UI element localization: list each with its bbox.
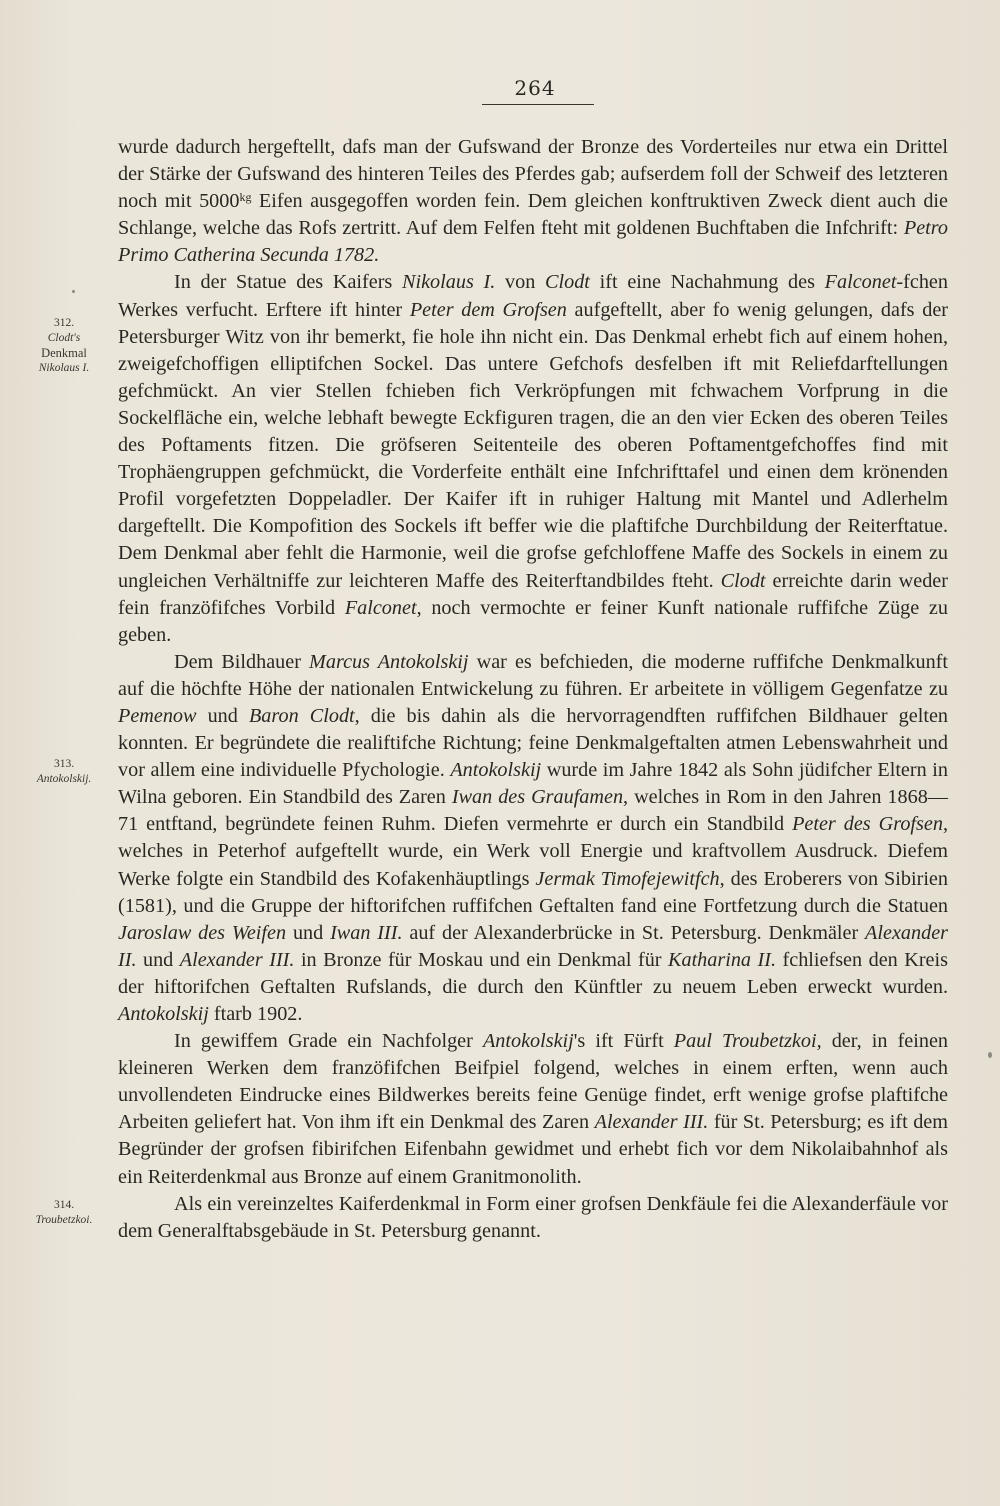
text-run: Eifen ausgegoffen worden fein. Dem gleichen konftruktiven Zweck dient auch die Schlange, welche das Rofs zertritt. Auf dem Felfen fteht mit goldenen Buchftaben die Infchrift: bbox=[118, 190, 948, 240]
text-run: für St. Petersburg; es ift dem Begründer der grofsen fibirifchen Eifenbahn gewidmet und erhebt fich vor dem Nikolaibahnhof als ein Reiterdenkmal aus Bronze auf einem Granitmonolith. bbox=[118, 1111, 948, 1188]
italic-text: Alexander III. bbox=[179, 948, 295, 971]
text-run: , welches in Rom in den Jahren 1868—71 entftand, begründete feinen Ruhm. Diefen vermehrte er durch ein Standbild bbox=[118, 786, 948, 836]
italic-text: Peter dem Grofsen bbox=[409, 298, 567, 321]
italic-text: Iwan III. bbox=[330, 921, 403, 944]
italic-text: Antokolskij bbox=[450, 759, 542, 782]
text-run: 's ift Fürft bbox=[573, 1030, 674, 1053]
paragraph bbox=[118, 649, 948, 1028]
italic-text: Alexander II. bbox=[118, 921, 949, 971]
italic-text: Antokolskij bbox=[482, 1030, 574, 1053]
margin-note-number: 314. bbox=[53, 1199, 75, 1211]
italic-text: Iwan des Graufamen bbox=[451, 786, 624, 809]
italic-text: Pemenow bbox=[118, 704, 197, 727]
italic-text: Clodt bbox=[720, 569, 766, 592]
body-text bbox=[118, 134, 948, 1245]
unit-superscript: kg bbox=[239, 190, 252, 205]
italic-text: Falconet- bbox=[824, 271, 904, 294]
margin-note-312 bbox=[16, 316, 112, 376]
text-run: von bbox=[495, 271, 546, 294]
text-run: erreichte darin weder fein franzöfifches Vorbild bbox=[118, 569, 948, 619]
text-run: aufgeftellt, aber fo wenig gelungen, dafs der Petersburger Witz von ihr bemerkt, fie hole ihn nicht ein. Das Denkmal erhebt fich auf einem hohen, zweigefchoffigen elliptifchen Sockel. Das untere Gefchofs desfelben ift mit Reliefdarftellungen gefchmückt. An vier Stellen fchieben fich Verkröpfungen mit fchwachem Vorfprung in die Sockelfläche ein, welche lebhaft bewegte Eckfiguren tragen, die an den vier Ecken des oberen Teiles des Poftaments fitzen. Die gröfseren Seitenteile des oberen Poftamentgefchoffes find mit Trophäengruppen gefchmückt, die Vorderfeite enthält eine Infchrifttafel und einen dem krönenden Profil vorgefetzten Doppeladler. Der Kaifer ift in ruhiger Haltung mit Mantel und Adlerhelm dargeftellt. Die Kompofition des Sockels ift beffer wie die plaftifche Durchbildung der Reiterftatue. Dem Denkmal aber fehlt die Harmonie, weil die grofse gefchloffene Maffe des Sockels in einem zu ungleichen Verhältniffe zur leichteren Maffe des Reiterftandbildes fteht. bbox=[118, 298, 949, 592]
italic-text: Nikolaus I. bbox=[402, 271, 496, 294]
text-run: ftarb 1902. bbox=[208, 1003, 303, 1025]
italic-text: Marcus Antokolskij bbox=[309, 650, 469, 673]
margin-note-314 bbox=[16, 1198, 112, 1228]
margin-note-label: Troubetzkoi. bbox=[35, 1214, 93, 1226]
italic-text: Katharina II. bbox=[668, 948, 777, 971]
paragraph bbox=[118, 134, 948, 269]
margin-note-label: Nikolaus I. bbox=[38, 362, 90, 374]
text-run: , noch vermochte er feiner Kunft nationale ruffifche Züge zu geben. bbox=[118, 596, 948, 646]
text-run: Als ein vereinzeltes Kaiferdenkmal in Form einer grofsen Denkfäule fei die Alexanderfäule vor dem Generalftabsgebäude in St. Petersburg genannt. bbox=[118, 1192, 948, 1242]
text-run: , des Eroberers von Sibirien (1581), und die Gruppe der hiftorifchen ruffifchen Geftalten fand eine Fortfetzung durch die Statuen bbox=[118, 867, 948, 917]
text-run: auf der Alexanderbrücke in St. Petersburg. Denkmäler bbox=[402, 921, 866, 944]
paragraph bbox=[118, 1191, 948, 1245]
text-run: wurde im Jahre 1842 als Sohn jüdifcher Eltern in Wilna geboren. Ein Standbild des Zaren bbox=[118, 759, 948, 809]
text-run: In gewiffem Grade ein Nachfolger bbox=[174, 1030, 483, 1053]
text-run: fchen Werkes verfucht. Erftere ift hinter bbox=[118, 271, 948, 321]
text-run: ift eine Nachahmung des bbox=[589, 271, 825, 294]
italic-text: Clodt bbox=[545, 271, 590, 294]
margin-note-number: 312. bbox=[53, 317, 75, 329]
text-run: In der Statue des Kaifers bbox=[174, 271, 403, 294]
text-run: in Bronze für Moskau und ein Denkmal für bbox=[294, 948, 669, 971]
paper-speck bbox=[72, 290, 75, 293]
margin-note-label: Clodt's bbox=[47, 332, 81, 344]
text-run: , die bis dahin als die hervorragendften ruffifchen Bildhauer gelten konnten. Er begründete die realiftifche Richtung; feine Denkmalgeftalten atmen Lebenswahrheit und vor allem eine individuelle Pfychologie. bbox=[118, 704, 948, 782]
italic-text: Falconet bbox=[344, 596, 417, 619]
text-run: und bbox=[196, 704, 249, 727]
page-number: 264 bbox=[514, 76, 556, 100]
margin-note-label: Denkmal bbox=[41, 346, 87, 360]
text-run: wurde dadurch hergeftellt, dafs man der Gufswand der Bronze des Vorderteiles nur etwa ein Drittel der Stärke der Gufswand des hinteren Teiles des Pferdes gab; aufserdem foll der Schweif des letzteren noch mit 5000 bbox=[118, 136, 948, 213]
paragraph bbox=[118, 269, 948, 648]
italic-text: Alexander III. bbox=[594, 1111, 709, 1134]
text-run: und bbox=[136, 948, 180, 971]
italic-text: Jermak Timofejewitfch bbox=[535, 867, 720, 890]
italic-text: Baron Clodt bbox=[248, 704, 355, 727]
italic-text: Petro Primo Catherina Secunda 1782. bbox=[118, 217, 948, 267]
italic-text: Peter des Grofsen bbox=[792, 813, 943, 836]
margin-note-313 bbox=[16, 757, 112, 787]
text-run: fchliefsen den Kreis der hiftorifchen Geftalten Rufslands, die durch den Künftler zu neuem Leben erweckt wurden. bbox=[118, 948, 948, 998]
paper-speck bbox=[988, 1052, 992, 1058]
text-run: war es befchieden, die moderne ruffifche Denkmalkunft auf die höchfte Höhe der nationalen Entwickelung zu führen. Er arbeitete in völligem Gegenfatze zu bbox=[118, 650, 948, 700]
margin-note-label: Antokolskij. bbox=[36, 773, 92, 785]
text-run: , welches in Peterhof aufgeftellt wurde, ein Werk voll Energie und kraftvollem Ausdruck. Diefem Werke folgte ein Standbild des Kofakenhäuptlings bbox=[118, 813, 948, 890]
text-run: und bbox=[286, 921, 331, 944]
paragraph bbox=[118, 1028, 948, 1191]
text-run: der, in feinen kleineren Werken dem franzöfifchen Beifpiel folgend, welches in einem erften, wenn auch unvollendeten Eindrucke eines Bildwerkes bereits feine Genüge findet, erft wenige grofse plaftifche Arbeiten geliefert hat. Von ihm ift ein Denkmal des Zaren bbox=[118, 1030, 949, 1134]
margin-note-number: 313. bbox=[53, 758, 75, 770]
italic-text: Paul Troubetzkoi, bbox=[673, 1030, 822, 1053]
page-number-rule bbox=[482, 104, 594, 105]
italic-text: Antokolskij bbox=[118, 1003, 209, 1025]
text-run: Dem Bildhauer bbox=[174, 650, 310, 673]
italic-text: Jaroslaw des Weifen bbox=[118, 921, 287, 944]
